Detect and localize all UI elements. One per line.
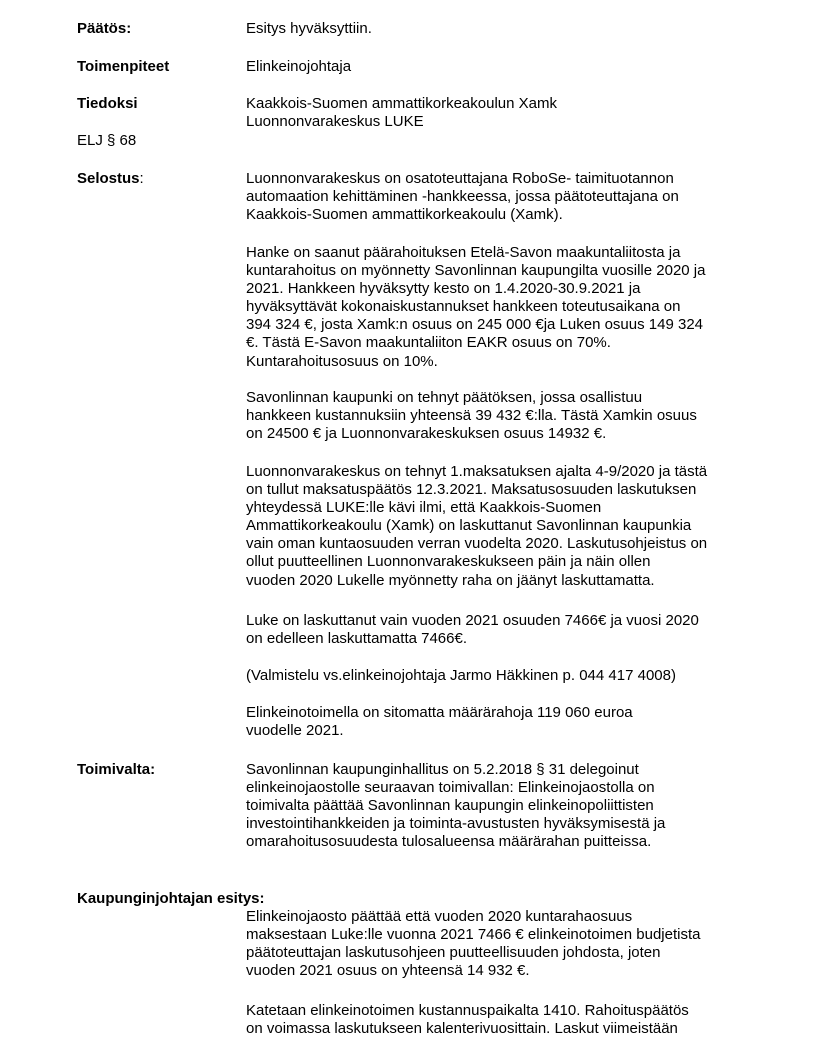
- paragraph-line: hyväksyttävät kokonaiskustannukset hankkeen toteutusaikana on: [246, 298, 681, 316]
- paragraph-line: Luonnonvarakeskus on tehnyt 1.maksatuksen ajalta 4-9/2020 ja tästä: [246, 463, 708, 480]
- paragraph-line: Katetaan elinkeinotoimen kustannuspaikalta 1410. Rahoituspäätös: [246, 1002, 689, 1019]
- paragraph-line: on 24500 € ja Luonnonvarakeskuksen osuus 14932 €.: [246, 425, 607, 443]
- paragraph: [246, 667, 746, 685]
- paragraph-line: 2021. Hankkeen hyväksytty kesto on 1.4.2020-30.9.2021 ja: [246, 280, 641, 298]
- paragraph-line: 394 324 €, josta Xamk:n osuus on 245 000 €ja Luken osuus 149 324: [246, 316, 704, 334]
- tiedoksi-recipient: Luonnonvarakeskus LUKE: [246, 113, 424, 131]
- paragraph: [246, 908, 746, 980]
- paragraph: [246, 463, 746, 590]
- paatos-label: Päätös:: [77, 20, 132, 37]
- paragraph-line: ollut puutteellinen Luonnonvarakeskukseen päin ja näin ollen: [246, 553, 651, 571]
- paragraph-line: elinkeinojaostolle seuraavan toimivallan: Elinkeinojaostolla on: [246, 779, 655, 797]
- paragraph-line: Elinkeinotoimella on sitomatta määrärahoja 119 060 euroa: [246, 704, 633, 721]
- paragraph-line: Savonlinnan kaupunginhallitus on 5.2.2018 § 31 delegoinut: [246, 761, 639, 778]
- paragraph-line: on voimassa laskutukseen kalenterivuosittain. Laskut viimeistään: [246, 1020, 678, 1038]
- paragraph-line: päätoteuttajan laskutusohjeen puutteellisuuden johdosta, joten: [246, 944, 661, 962]
- paragraph-line: (Valmistelu vs.elinkeinojohtaja Jarmo Häkkinen p. 044 417 4008): [246, 667, 676, 684]
- paragraph-line: omarahoitusosuudesta tulosalueensa määrärahan puitteissa.: [246, 833, 652, 851]
- paragraph-line: hankkeen kustannuksiin yhteensä 39 432 €:lla. Tästä Xamkin osuus: [246, 407, 697, 425]
- selostus-label: [77, 170, 144, 188]
- paragraph-line: maksestaan Luke:lle vuonna 2021 7466 € elinkeinotoimen budjetista: [246, 926, 701, 944]
- paragraph-line: kuntarahoitus on myönnetty Savonlinnan kaupungilta vuosille 2020 ja: [246, 262, 706, 280]
- paragraph: [246, 170, 746, 224]
- paragraph: [246, 612, 746, 648]
- esitys-label: Kaupunginjohtajan esitys:: [77, 890, 265, 907]
- selostus-label-text: Selostus: [77, 170, 140, 187]
- toimivalta-label: Toimivalta:: [77, 761, 156, 778]
- toimenpiteet-value: Elinkeinojohtaja: [246, 58, 352, 75]
- paragraph-line: toimivalta päättää Savonlinnan kaupungin elinkeinopoliittisten: [246, 797, 654, 815]
- paragraph-line: Luke on laskuttanut vain vuoden 2021 osuuden 7466€ ja vuosi 2020: [246, 612, 699, 629]
- paragraph-line: on tullut maksatuspäätös 12.3.2021. Maksatusosuuden laskutuksen: [246, 481, 697, 499]
- paragraph: [246, 244, 746, 371]
- paragraph: [246, 389, 746, 443]
- paragraph-line: €. Tästä E-Savon maakuntaliiton EAKR osuus on 70%.: [246, 334, 611, 352]
- paragraph-line: Savonlinnan kaupunki on tehnyt päätöksen, jossa osallistuu: [246, 389, 643, 406]
- paragraph-line: Kuntarahoitusosuus on 10%.: [246, 352, 438, 370]
- paragraph: [246, 704, 746, 740]
- paragraph-line: on edelleen laskuttamatta 7466€.: [246, 630, 467, 648]
- paragraph-line: vuodelle 2021.: [246, 722, 344, 740]
- toimenpiteet-label: Toimenpiteet: [77, 58, 170, 75]
- paragraph-line: Hanke on saanut päärahoituksen Etelä-Savon maakuntaliitosta ja: [246, 244, 681, 261]
- tiedoksi-recipient: Kaakkois-Suomen ammattikorkeakoulun Xamk: [246, 95, 557, 112]
- paragraph-line: yhteydessä LUKE:lle kävi ilmi, että Kaakkois-Suomen: [246, 499, 602, 517]
- paragraph: [246, 1002, 746, 1038]
- tiedoksi-recipients: [246, 95, 746, 131]
- paatos-value: Esitys hyväksyttiin.: [246, 20, 372, 37]
- paragraph: [246, 761, 746, 851]
- elj-section-number: ELJ § 68: [77, 132, 137, 149]
- paragraph-line: Luonnonvarakeskus on osatoteuttajana RoboSe- taimituotannon: [246, 170, 674, 187]
- selostus-label-colon: :: [139, 170, 144, 187]
- paragraph-line: vuoden 2021 osuus on yhteensä 14 932 €.: [246, 962, 530, 980]
- tiedoksi-label: Tiedoksi: [77, 95, 138, 112]
- paragraph-line: vuoden 2020 Lukelle myönnetty raha on jäänyt laskuttamatta.: [246, 571, 655, 589]
- paragraph-line: investointihankkeiden ja toiminta-avustusten hyväksymisestä ja: [246, 815, 666, 833]
- paragraph-line: vain oman kuntaosuuden verran vuodelta 2020. Laskutusohjeistus on: [246, 535, 708, 553]
- paragraph-line: automaation kehittäminen -hankkeessa, jossa päätoteuttajana on: [246, 188, 679, 206]
- paragraph-line: Elinkeinojaosto päättää että vuoden 2020 kuntarahaosuus: [246, 908, 633, 925]
- paragraph-line: Kaakkois-Suomen ammattikorkeakoulu (Xamk).: [246, 206, 563, 224]
- paragraph-line: Ammattikorkeakoulu (Xamk) on laskuttanut Savonlinnan kaupunkia: [246, 517, 692, 535]
